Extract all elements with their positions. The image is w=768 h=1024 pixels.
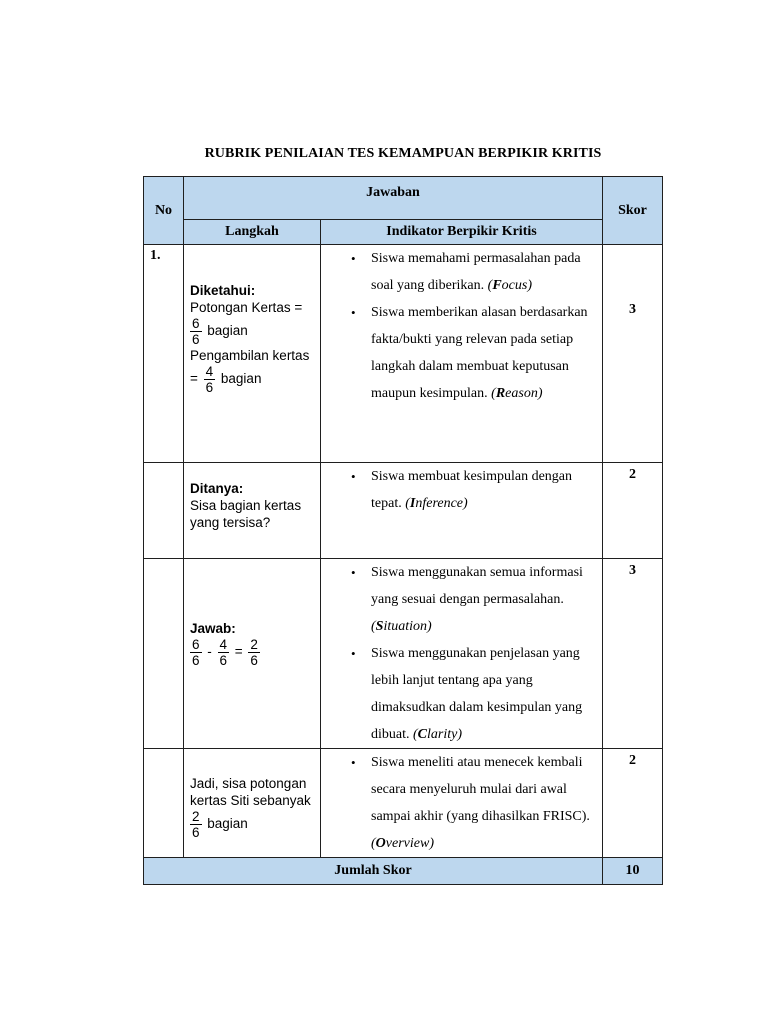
subheader-row: [144, 220, 663, 245]
fraction: $\frac{4}{6}$: [205, 364, 214, 395]
rubric-table: [143, 176, 663, 885]
indikator-cell: [321, 463, 603, 559]
known-line: Potongan Kertas =: [190, 300, 303, 315]
total-value: 10: [603, 858, 663, 885]
header-langkah: Langkah: [184, 220, 321, 245]
indicator-list: [321, 245, 602, 407]
indicator-list: [321, 463, 602, 517]
conclusion-line: kertas Siti sebanyak: [190, 793, 311, 808]
header-row: [144, 177, 663, 220]
jawab-heading: Jawab:: [190, 621, 236, 636]
fraction: $\frac{6}{6}$: [192, 637, 200, 668]
answer-equation: $\frac{6}{6}$ - $\frac{4}{6}$ = $\frac{2}{6}$: [192, 637, 258, 668]
list-item: • Siswa memahami permasalahan pada soal yang diberikan. (Focus): [371, 245, 602, 299]
skor-cell: 2: [603, 749, 663, 858]
header-no: No: [144, 177, 184, 245]
row-number: [144, 463, 184, 559]
row-number: [144, 749, 184, 858]
skor-cell: 3: [603, 245, 663, 463]
list-item: • Siswa membuat kesimpulan dengan tepat. (Inference): [371, 463, 602, 517]
skor-cell: 3: [603, 559, 663, 749]
header-jawaban: Jawaban: [184, 177, 603, 220]
indikator-cell: [321, 245, 603, 463]
indicator-list: [321, 749, 602, 857]
header-skor: Skor: [603, 177, 663, 245]
list-item: • Siswa menggunakan semua informasi yang sesuai dengan permasalahan. (Situation): [371, 559, 602, 640]
table-row: [144, 559, 663, 749]
known-line: Pengambilan kertas: [190, 348, 310, 363]
known-fraction-line: = $\frac{4}{6}$ bagian: [190, 364, 262, 395]
fraction: $\frac{2}{6}$: [192, 809, 200, 840]
list-item: • Siswa meneliti atau menecek kembali secara menyeluruh mulai dari awal sampai akhir (yang dihasilkan FRISC). (Overview): [371, 749, 602, 857]
known-fraction-line: $\frac{6}{6}$ bagian: [192, 316, 248, 347]
list-item: • Siswa memberikan alasan berdasarkan fakta/bukti yang relevan pada setiap langkah dalam membuat keputusan maupun kesimpulan. (Reason): [371, 299, 602, 407]
table-row: [144, 749, 663, 858]
header-indikator: Indikator Berpikir Kritis: [321, 220, 603, 245]
langkah-cell: [184, 559, 321, 749]
total-row: [144, 858, 663, 885]
table-row: [144, 463, 663, 559]
langkah-cell: [184, 749, 321, 858]
question-line: yang tersisa?: [190, 515, 271, 530]
table-row: [144, 245, 663, 463]
total-label: Jumlah Skor: [144, 858, 603, 885]
ditanya-heading: Ditanya:: [190, 481, 244, 496]
question-line: Sisa bagian kertas: [190, 498, 302, 513]
langkah-cell: [184, 463, 321, 559]
fraction: $\frac{6}{6}$: [192, 316, 200, 347]
conclusion-fraction-line: $\frac{2}{6}$ bagian: [192, 809, 248, 840]
fraction: $\frac{2}{6}$: [250, 637, 258, 668]
diketahui-heading: Diketahui:: [190, 283, 256, 298]
indikator-cell: [321, 559, 603, 749]
langkah-cell: [184, 245, 321, 463]
fraction: $\frac{4}{6}$: [219, 637, 228, 668]
page-title: RUBRIK PENILAIAN TES KEMAMPUAN BERPIKIR KRITIS: [204, 146, 602, 161]
skor-cell: 2: [603, 463, 663, 559]
conclusion-line: Jadi, sisa potongan: [190, 776, 307, 791]
list-item: • Siswa menggunakan penjelasan yang lebih lanjut tentang apa yang dimaksudkan dalam kesimpulan yang dibuat. (Clarity): [371, 640, 602, 748]
row-number: [144, 559, 184, 749]
indikator-cell: [321, 749, 603, 858]
indicator-list: [321, 559, 602, 748]
row-number: 1.: [144, 245, 184, 463]
